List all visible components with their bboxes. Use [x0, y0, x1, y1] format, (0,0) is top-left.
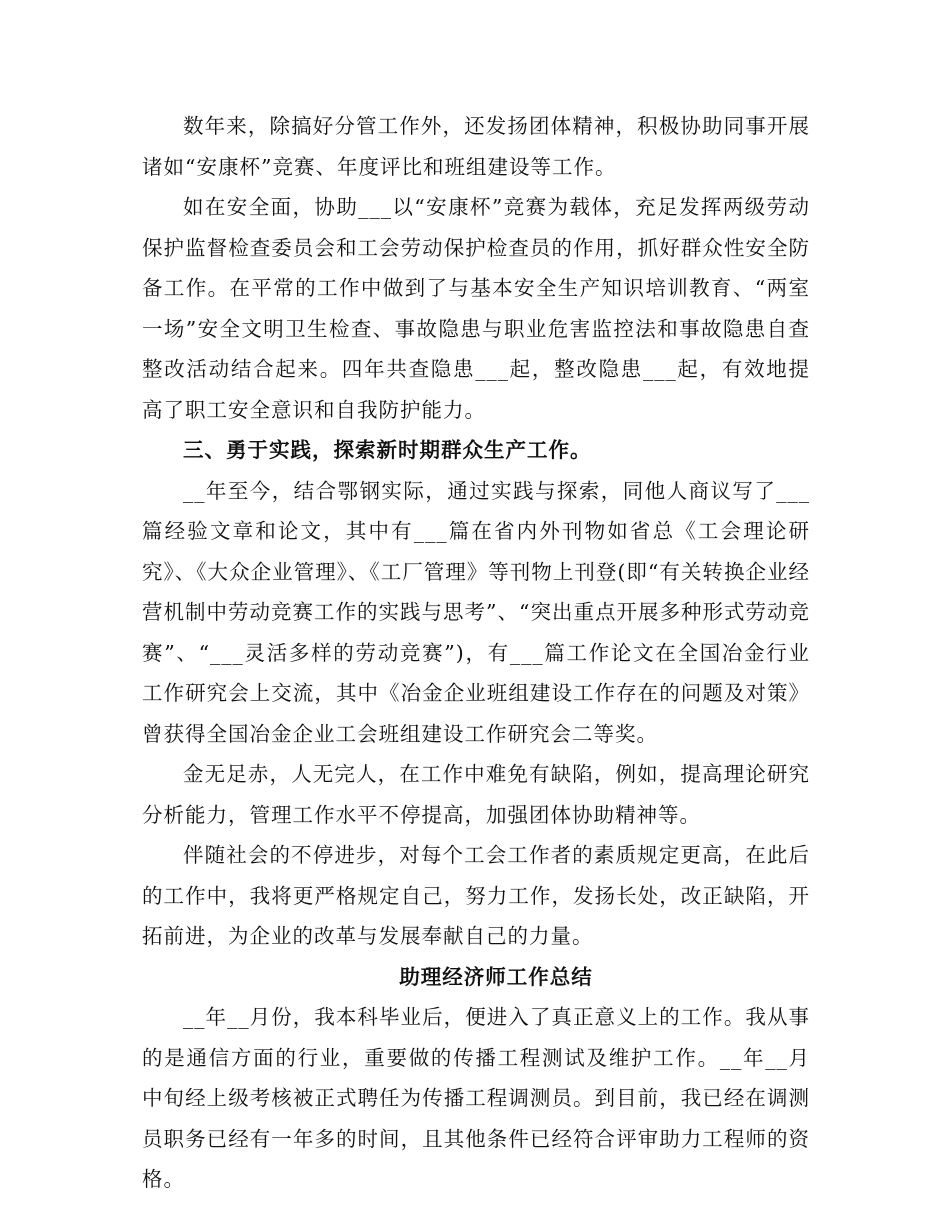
paragraph-teamwork: 数年来，除搞好分管工作外，还发扬团体精神，积极协助同事开展诸如“安康杯”竞赛、年度评比和班组建设等工作。	[142, 114, 810, 179]
paragraph-safety: 如在安全面，协助___以“安康杯”竞赛为载体，充足发挥两级劳动保护监督检查委员会和工会劳动保护检查员的作用，抓好群众性安全防备工作。在平常的工作中做到了与基本安全生产知识培训教育、“两室一场”安全文明卫生检查、事故隐患与职业危害监控法和事故隐患自查整改活动结合起来。四年共查隐患___起，整改隐患___起，有效地提高了职工安全意识和自我防护能力。	[142, 195, 810, 422]
document-title: 助理经济师工作总结	[399, 964, 593, 989]
paragraph-shortcomings: 金无足赤，人无完人，在工作中难免有缺陷，例如，提高理论研究分析能力，管理工作水平不停提高，加强团体协助精神等。	[142, 762, 810, 827]
paragraph-outlook: 伴随社会的不停进步，对每个工会工作者的素质规定更高，在此后的工作中，我将更严格规定自己，努力工作，发扬长处，改正缺陷，开拓前进，为企业的改革与发展奉献自己的力量。	[142, 843, 810, 948]
paragraph-intro: __年__月份，我本科毕业后，便进入了真正意义上的工作。我从事的是通信方面的行业，重要做的传播工程测试及维护工作。__年__月中旬经上级考核被正式聘任为传播工程调测员。到目前，我已经在调测员职务已经有一年多的时间，且其他条件已经符合评审助力工程师的资格。	[142, 1005, 810, 1191]
section-heading: 三、勇于实践，探索新时期群众生产工作。	[183, 438, 592, 462]
paragraph-papers: __年至今，结合鄂钢实际，通过实践与探索，同他人商议写了___篇经验文章和论文，其中有___篇在省内外刊物如省总《工会理论研究》、《大众企业管理》、《工厂管理》等刊物上刊登(即“有关转换企业经营机制中劳动竞赛工作的实践与思考”、“突出重点开展多种形式劳动竞赛”、“___灵活多样的劳动竞赛”)，有___篇工作论文在全国冶金行业工作研究会上交流，其中《冶金企业班组建设工作存在的问题及对策》曾获得全国冶金企业工会班组建设工作研究会二等奖。	[142, 478, 810, 746]
document-page	[142, 106, 810, 1200]
